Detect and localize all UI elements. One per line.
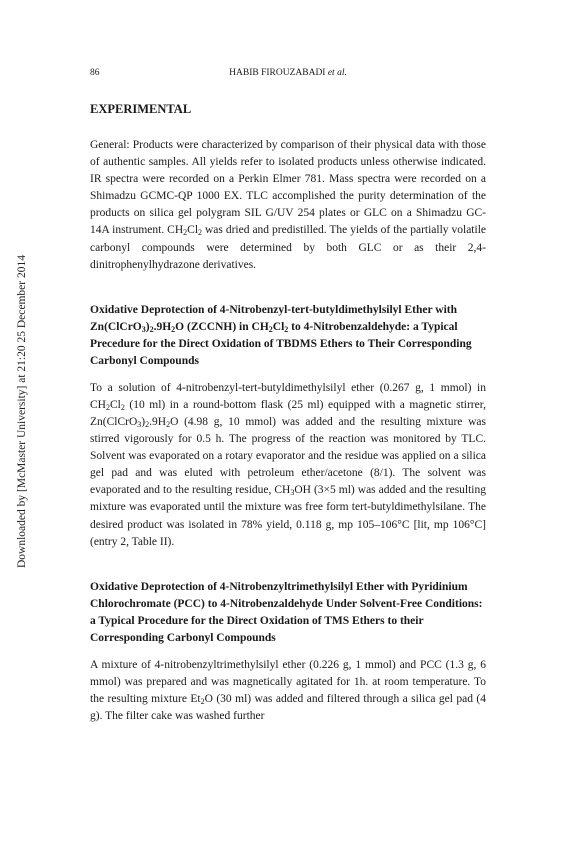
general-paragraph: General: Products were characterized by comparison of their physical data with those of authentic samples. All yields refer to isolated products unless otherwise indicated. IR spectra were recorded on a Perkin Elmer 781. Mass spectra were recorded on a Shimadzu GCMC-QP 1000 EX. TLC accomplished the purity determination of the products on silica gel polygram SIL G/UV 254 plates or GLC on a Shimadzu GC-14A instrument. $CH_2Cl_2$ was dried and predistilled. The yields of the partially volatile carbonyl compounds were determined by both GLC or as their 2,4-dinitrophenylhydrazone derivatives. bbox=[90, 139, 487, 271]
page-number: 86 bbox=[90, 68, 100, 78]
procedure-heading-1: Oxidative Deprotection of 4-Nitrobenzyl-tert-butyldimethylsilyl Ether with $Zn(ClCrO_3)_2.9H_2O$ (ZCCNH) in $CH_2Cl_2$ to 4-Nitrobenzaldehyde: a Typical Precedure for the Direct Oxidation of TBDMS Ethers to Their Corresponding Carbonyl Compounds bbox=[90, 303, 472, 367]
section-title: EXPERIMENTAL bbox=[90, 102, 192, 116]
download-watermark: Downloaded by [McMaster University] at 21:20 25 December 2014 bbox=[16, 255, 28, 568]
procedure-heading-2: Oxidative Deprotection of 4-Nitrobenzyltrimethylsilyl Ether with Pyridinium Chlorochromate (PCC) to 4-Nitrobenzaldehyde Under Solvent-Free Conditions: a Typical Procedure for the Direct Oxidation of TMS Ethers to their Corresponding Carbonyl Compounds bbox=[90, 580, 483, 644]
running-head-author: HABIB FIROUZABADI bbox=[229, 68, 326, 78]
procedure-paragraph-1: To a solution of 4-nitrobenzyl-tert-butyldimethylsilyl ether (0.267 g, 1 mmol) in $CH_2Cl_2$ (10 ml) in a round-bottom flask (25 ml) equipped with a magnetic stirrer, $Zn(ClCrO_3)_2.9H_2O$ (4.98 g, 10 mmol) was added and the resulting mixture was stirred vigorously for 0.5 h. The progress of the reaction was monitored by TLC. Solvent was evaporated on a rotary evaporator and the residue was applied on a silica gel pad and was eluted with petroleum ether/acetone (8/1). The solvent was evaporated and to the resulting residue, $CH_3OH$ (3×5 ml) was added and the resulting mixture was evaporated until the mixture was free form tert-butyldimethylsilane. The desired product was isolated in 78% yield, 0.118 g, mp 105–106°C [lit, mp 106°C] (entry 2, Table II). bbox=[90, 381, 487, 548]
running-head-etal: et al. bbox=[327, 68, 347, 78]
running-head bbox=[90, 68, 486, 78]
main-content bbox=[90, 102, 486, 725]
procedure-paragraph-2: A mixture of 4-nitrobenzyltrimethylsilyl ether (0.226 g, 1 mmol) and PCC (1.3 g, 6 mmol) was prepared and was magnetically agitated for 1h. at room temperature. To the resulting mixture $Et_2O$ (30 ml) was added and filtered through a silica gel pad (4 g). The filter cake was washed further bbox=[90, 658, 486, 722]
